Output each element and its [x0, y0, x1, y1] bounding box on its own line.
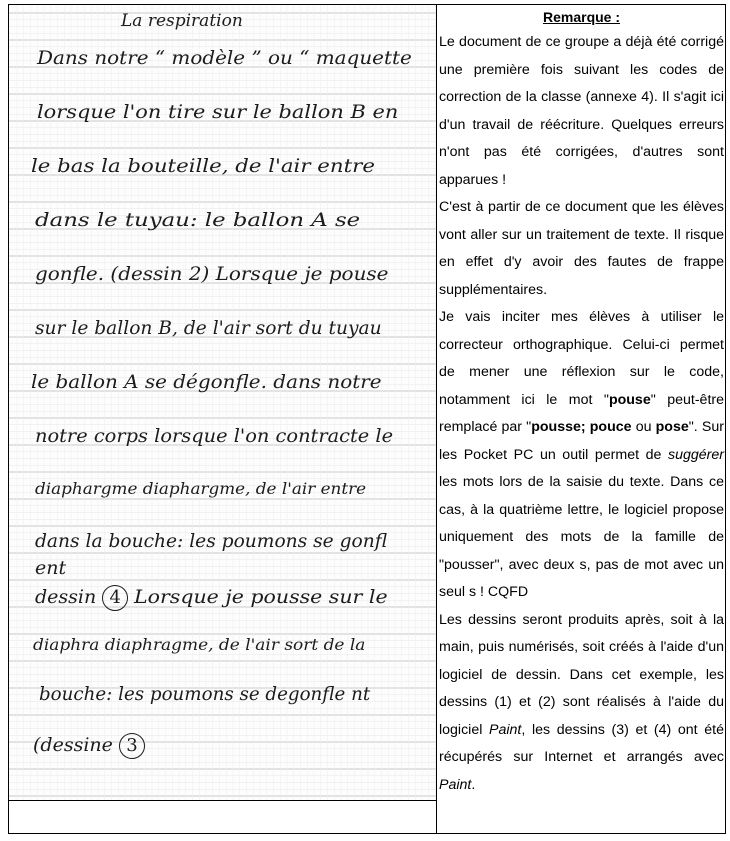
handwritten-line: dans le tuyau: le ballon A se [35, 209, 361, 231]
italic-word: Paint [439, 776, 472, 793]
remark-column [438, 5, 725, 833]
handwritten-line: sur le ballon B, de l'air sort du tuyau [35, 317, 382, 339]
handwritten-line: le bas la bouteille, de l'air entre [31, 155, 375, 177]
bold-word: pouse [608, 391, 651, 408]
circled-number-4: 4 [102, 585, 128, 611]
text-run: Les dessins seront produits après, soit à la main, puis numérisés, soit créés à l'aide d'un logiciel de dessin. Dans cet exemple, les dessins (1) et (2) sont réalisés à l'aide du logiciel [439, 611, 724, 738]
text-run: . [471, 776, 476, 793]
text-run: " peut-être remplacé par " [439, 391, 724, 435]
remark-paragraph: Le document de ce groupe a déjà été corrigé une première fois suivant les codes de correction de la classe (annexe 4). Il s'agit ici d'un travail de réécriture. Quelques erreurs n'ont pas été corrigées, d'autres sont apparues ! [439, 34, 724, 188]
handwritten-line: gonfle. (dessin 2) Lorsque je pouse [35, 263, 389, 285]
italic-word: suggérer [668, 446, 724, 463]
remark-paragraph: C'est à partir de ce document que les élèves vont aller sur un traitement de texte. Il risque en effet d'y avoir des fautes de frappe supplémentaires. [439, 199, 724, 298]
remark-title: Remarque : [542, 9, 621, 25]
document-table [8, 4, 726, 834]
handwritten-line: lorsque l'on tire sur le ballon B en [37, 101, 399, 123]
italic-word: Paint [489, 721, 522, 738]
handwritten-line: Dans notre “ modèle ” ou “ maquette [37, 47, 412, 69]
handwritten-line: notre corps lorsque l'on contracte le [35, 425, 394, 447]
remark-paragraph [439, 607, 724, 800]
remark-body [438, 29, 725, 799]
handwritten-title: La respiration [121, 11, 243, 31]
handwritten-word: (dessine [33, 734, 113, 756]
text-run: , les dessins (3) et (4) ont été récupérés sur Internet et arrangés avec [439, 721, 724, 765]
handwritten-line: ent [35, 557, 67, 579]
handwritten-line [33, 733, 145, 759]
bold-word: pose [655, 419, 689, 435]
text-run: Je vais inciter mes élèves à utiliser le correcteur orthographique. Celui-ci permet de mener une réflexion sur le code, notamment ici le mot " [439, 309, 724, 408]
bold-word: pousse; [531, 419, 586, 435]
handwritten-column [9, 5, 437, 833]
handwritten-line: le ballon A se dégonfle. dans notre [31, 371, 382, 393]
text-run: ". Sur les Pocket PC un outil permet de [439, 419, 724, 463]
handwritten-word: dessin [35, 586, 97, 608]
handwritten-line [35, 585, 388, 611]
handwritten-line: diaphra diaphragme, de l'air sort de la [33, 635, 366, 654]
handwritten-text [9, 5, 436, 800]
handwritten-line: diaphargme diaphargme, de l'air entre [35, 479, 367, 498]
text-run: ou [631, 419, 656, 435]
bold-word: pouce [589, 419, 632, 435]
circled-number-3: 3 [119, 733, 145, 759]
handwritten-line: bouche: les poumons se degonfle nt [39, 683, 371, 705]
handwritten-word: Lorsque je pousse sur le [134, 586, 388, 608]
text-run: les mots lors de la saisie du texte. Dans ce cas, à la quatrième lettre, le logiciel propose uniquement des mots de la famille de "pousser", avec deux s, pas de mot avec un seul s ! CQFD [439, 474, 724, 600]
handwritten-line: dans la bouche: les poumons se gonfl [35, 530, 388, 552]
notebook-page [9, 5, 436, 801]
remark-paragraph [439, 304, 724, 607]
